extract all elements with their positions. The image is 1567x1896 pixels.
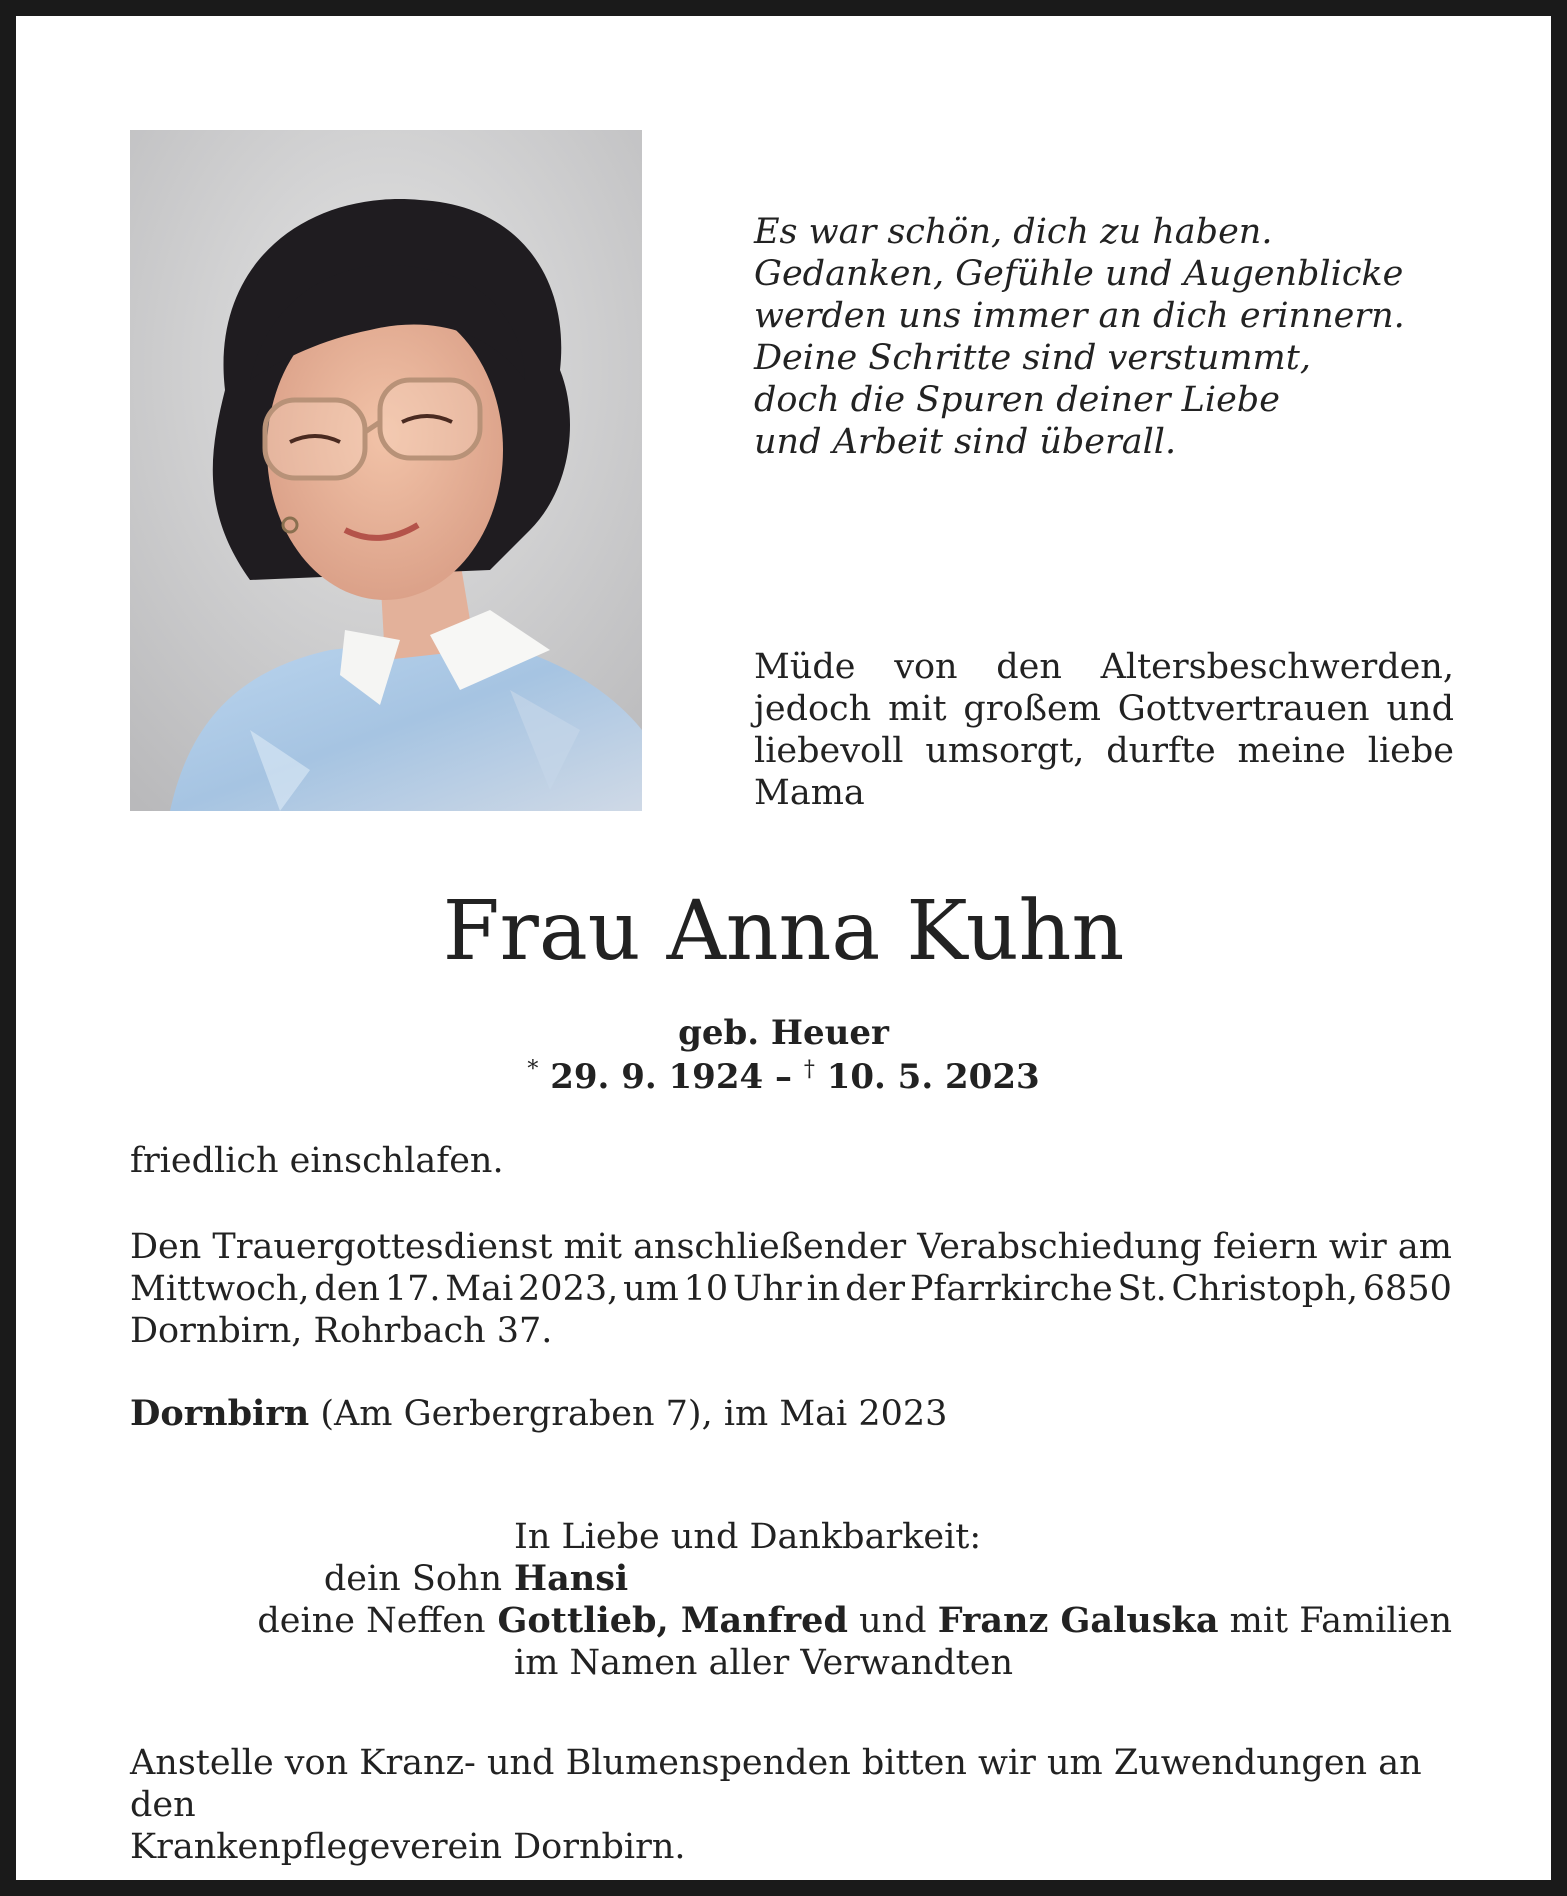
- nephew-names-cell: [498, 1600, 1452, 1642]
- word: Mittwoch,: [130, 1269, 310, 1309]
- intro-line: [754, 688, 1454, 730]
- word: anschließender: [633, 1227, 907, 1267]
- word: durfte: [1106, 731, 1216, 771]
- word: umsorgt,: [925, 731, 1085, 771]
- memorial-poem: [754, 211, 1454, 463]
- service-line: [130, 1268, 1452, 1310]
- poem-line: Es war schön, dich zu haben.: [754, 212, 1273, 252]
- intro-line: [754, 772, 1454, 814]
- poem-line: und Arbeit sind überall.: [754, 422, 1177, 462]
- word: den: [996, 647, 1062, 687]
- death-date: 10. 5. 2023: [826, 1057, 1040, 1097]
- word: 6850: [1362, 1269, 1452, 1309]
- word: Mama: [754, 773, 865, 813]
- service-line: [130, 1226, 1452, 1268]
- word: und: [1386, 689, 1454, 729]
- sleep-text: friedlich einschlafen.: [130, 1141, 504, 1181]
- signature-spacer: [130, 1516, 514, 1558]
- nephew-names-first: Gottlieb, Manfred: [497, 1600, 848, 1641]
- service-announcement: [130, 1226, 1452, 1352]
- word: am: [1397, 1227, 1452, 1267]
- son-name-cell: [514, 1558, 1452, 1600]
- son-name: Hansi: [514, 1558, 629, 1599]
- word: Müde: [754, 647, 856, 687]
- word: liebe: [1367, 731, 1454, 771]
- word: 10: [683, 1269, 729, 1309]
- word: 17.: [384, 1269, 441, 1309]
- nephew-names-second: Franz Galuska: [937, 1600, 1219, 1641]
- word: Dornbirn, Rohrbach 37.: [130, 1311, 553, 1351]
- signature-spacer: [130, 1642, 514, 1684]
- word: 2023,: [518, 1269, 619, 1309]
- word: der: [845, 1269, 906, 1309]
- life-dates: [16, 1056, 1551, 1103]
- word: großem: [963, 689, 1101, 729]
- poem-line: doch die Spuren deiner Liebe: [754, 380, 1280, 420]
- maiden-name: geb. Heuer: [678, 1013, 889, 1053]
- portrait-photo: [130, 130, 642, 811]
- word: Mai: [445, 1269, 514, 1309]
- signature-son-row: [130, 1558, 1452, 1600]
- word: feiern: [1212, 1227, 1318, 1267]
- word: Gottvertrauen: [1117, 689, 1370, 729]
- word: in: [806, 1269, 841, 1309]
- signature-block: [130, 1516, 1452, 1684]
- birth-date: 29. 9. 1924: [550, 1057, 764, 1097]
- signature-nephews-row: [130, 1600, 1452, 1642]
- with-families: mit Familien: [1218, 1601, 1452, 1641]
- word: Den: [130, 1227, 202, 1267]
- place-and-date: [130, 1393, 1452, 1435]
- word: von: [894, 647, 958, 687]
- word: St.: [1117, 1269, 1167, 1309]
- word: Verabschiedung: [917, 1227, 1202, 1267]
- word: Christoph,: [1171, 1269, 1358, 1309]
- relatives-text: im Namen aller Verwandten: [514, 1643, 1013, 1683]
- signature-heading: In Liebe und Dankbarkeit:: [514, 1517, 982, 1557]
- word: mit: [563, 1227, 622, 1267]
- conjunction: und: [847, 1601, 938, 1641]
- signature-relatives-row: [130, 1642, 1452, 1684]
- donations-note: [130, 1742, 1452, 1868]
- deceased-name: Frau Anna Kuhn: [442, 884, 1125, 979]
- city-name: Dornbirn: [130, 1393, 310, 1434]
- intro-line: [754, 646, 1454, 688]
- donations-line: Anstelle von Kranz- und Blumenspenden bitten wir um Zuwendungen an den: [130, 1743, 1422, 1825]
- address-and-date: (Am Gerbergraben 7), im Mai 2023: [309, 1394, 948, 1434]
- death-symbol: †: [803, 1057, 815, 1082]
- word: Pfarrkirche: [909, 1269, 1113, 1309]
- word: mit: [888, 689, 947, 729]
- word: wir: [1328, 1227, 1387, 1267]
- date-dash: –: [775, 1057, 792, 1097]
- service-line: [130, 1310, 1452, 1352]
- poem-line: Deine Schritte sind verstummt,: [754, 338, 1311, 378]
- birth-symbol: *: [527, 1057, 539, 1082]
- poem-line: Gedanken, Gefühle und Augenblicke: [754, 254, 1404, 294]
- word: Altersbeschwerden,: [1100, 647, 1454, 687]
- word: liebevoll: [754, 731, 904, 771]
- donations-line: Krankenpflegeverein Dornbirn.: [130, 1827, 686, 1867]
- word: jedoch: [754, 689, 872, 729]
- word: um: [623, 1269, 679, 1309]
- poem-line: werden uns immer an dich erinnern.: [754, 296, 1405, 336]
- intro-text: [754, 646, 1454, 814]
- signature-heading-row: [130, 1516, 1452, 1558]
- word: meine: [1237, 731, 1346, 771]
- word: den: [314, 1269, 380, 1309]
- nephews-role: deine Neffen: [257, 1601, 486, 1641]
- intro-line: [754, 730, 1454, 772]
- word: Uhr: [733, 1269, 802, 1309]
- son-role: dein Sohn: [323, 1559, 502, 1599]
- word: Trauergottesdienst: [212, 1227, 553, 1267]
